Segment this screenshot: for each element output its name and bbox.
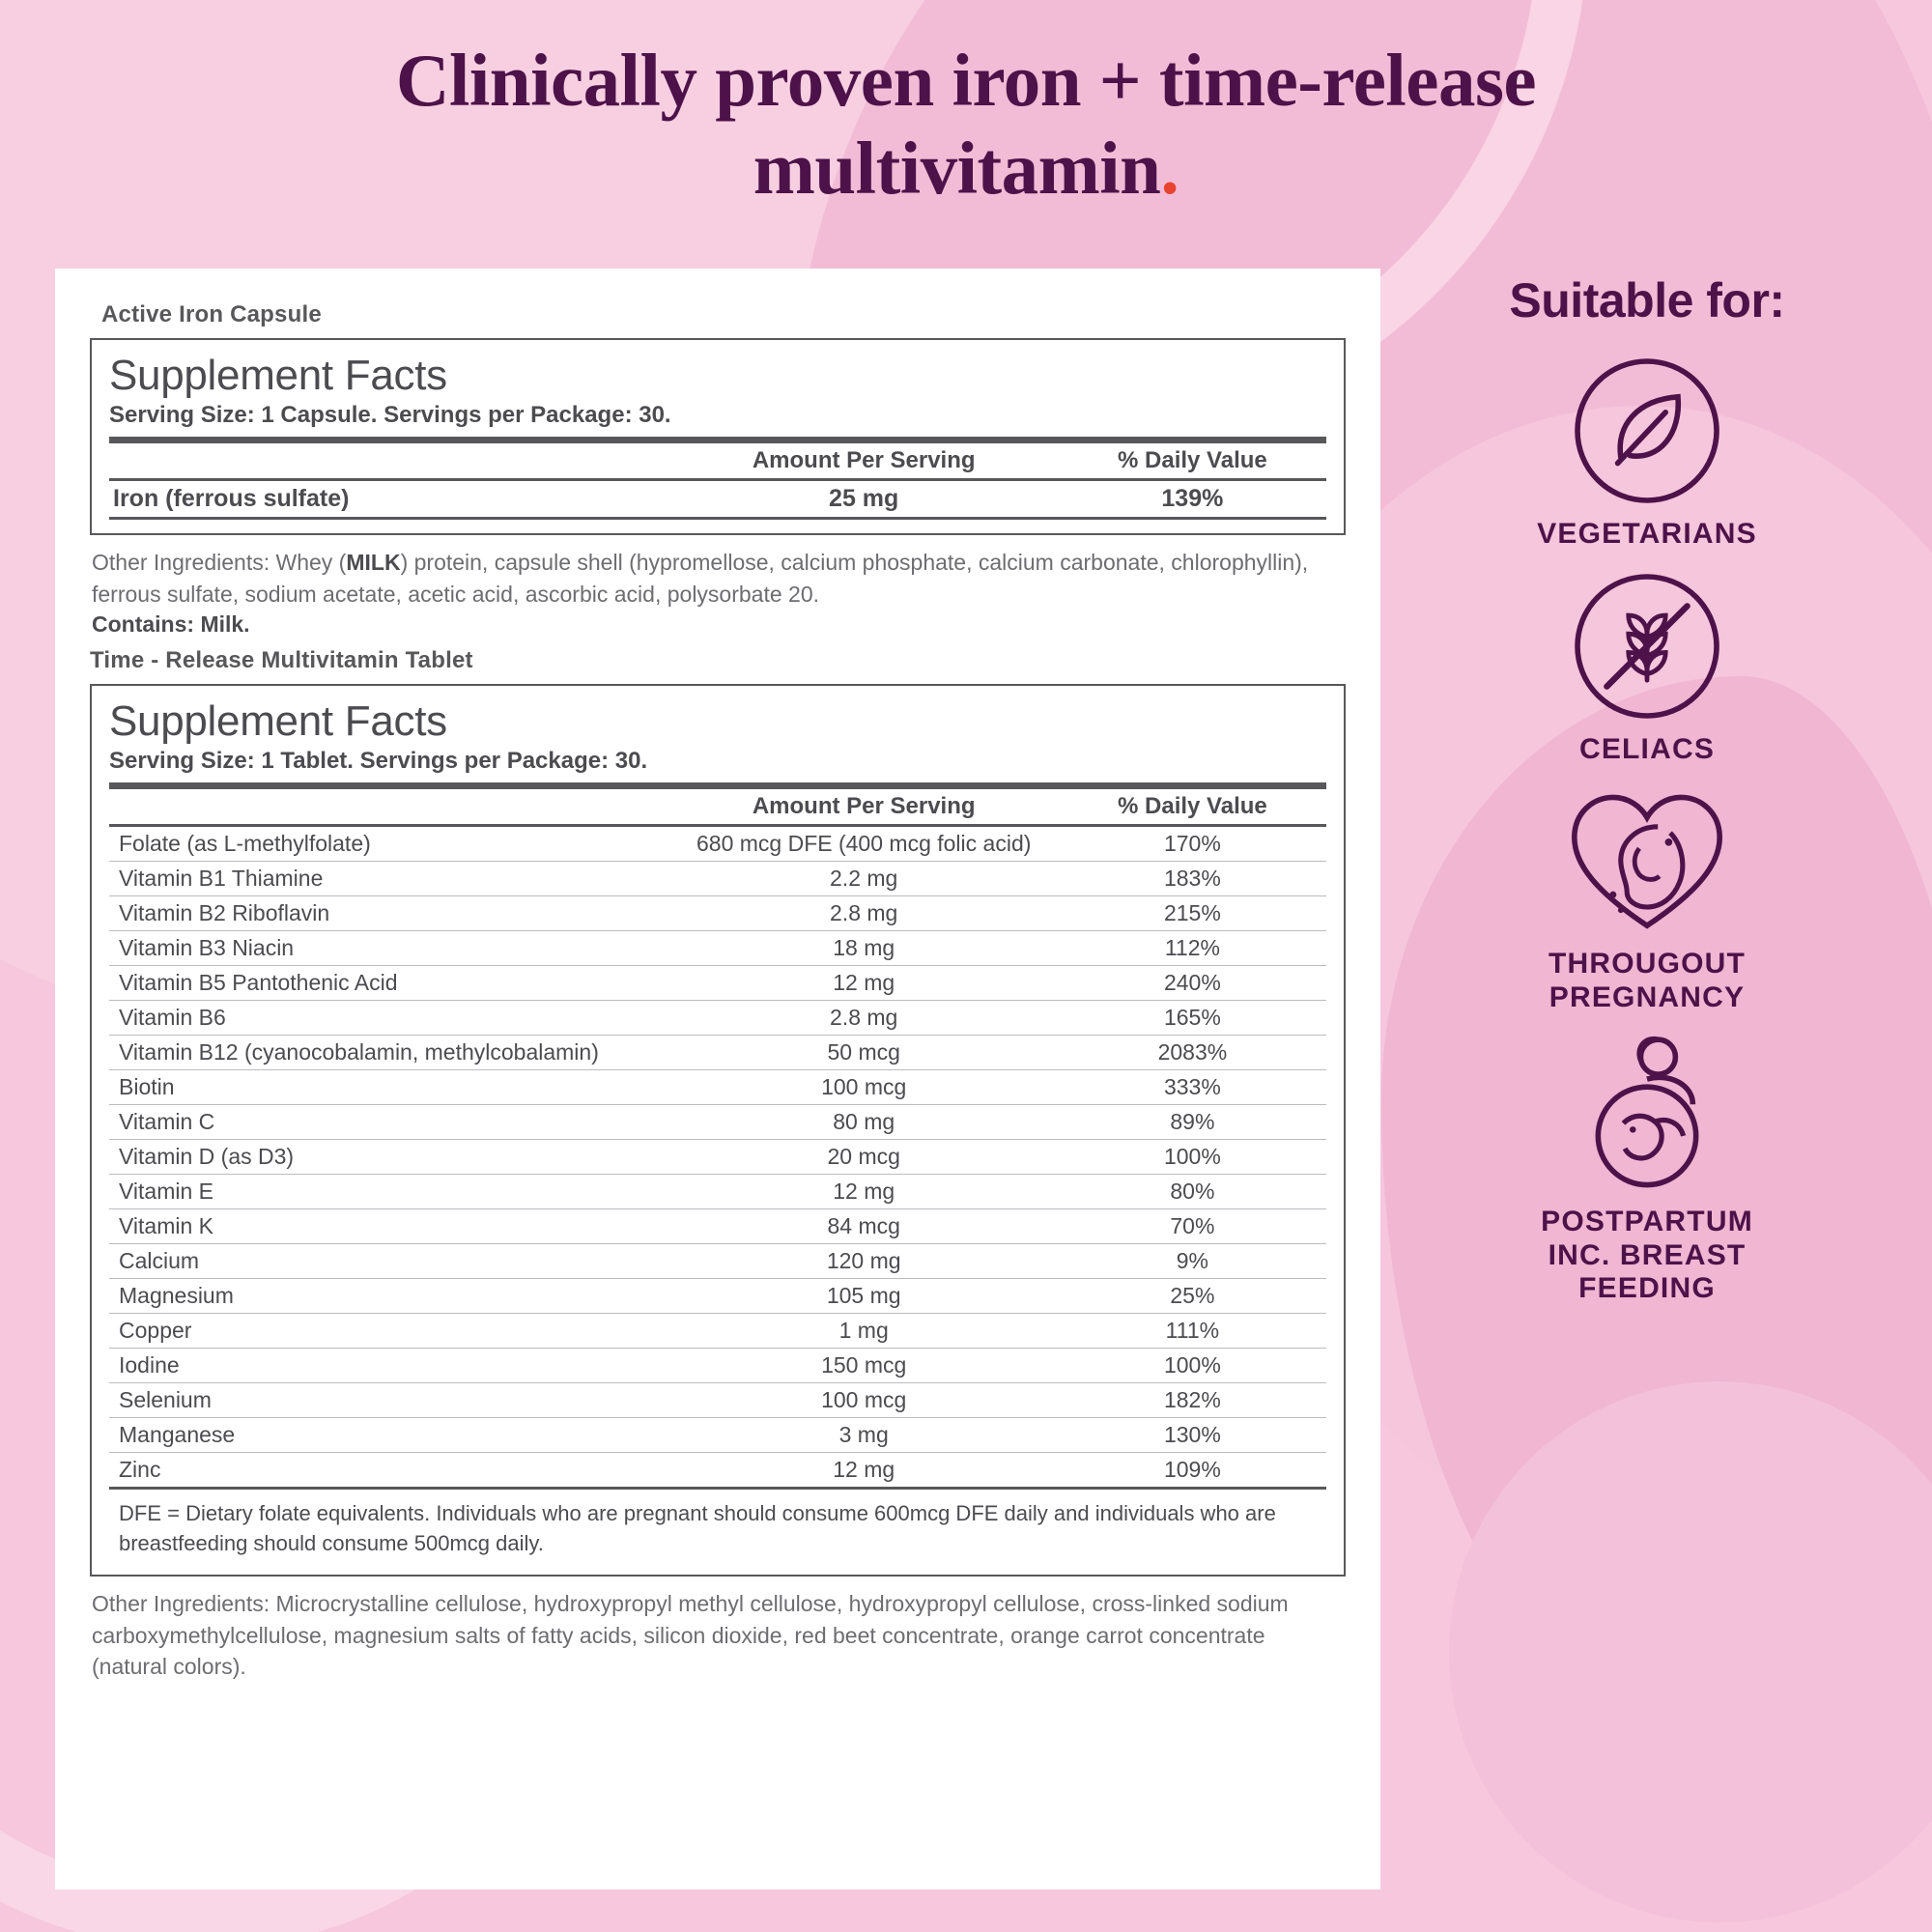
table-row	[109, 1349, 1326, 1383]
capsule-contains-statement: Contains: Milk.	[92, 611, 250, 638]
table-row	[109, 1453, 1326, 1488]
nutrient-name: Vitamin B12 (cyanocobalamin, methylcobalamin)	[109, 1036, 669, 1070]
other-ingredients-suffix: ) protein, capsule shell (hypromellose, calcium phosphate, calcium carbonate, chlorophyllin), ferrous sulfate, sodium acetate, acetic acid, ascorbic acid, polysorbate 20.	[92, 550, 1309, 607]
nutrient-name: Vitamin B3 Niacin	[109, 931, 669, 966]
nutrient-name: Biotin	[109, 1070, 669, 1105]
nutrient-daily-value: 9%	[1059, 1244, 1326, 1279]
capsule-product-label: Active Iron Capsule	[101, 301, 322, 327]
nutrient-amount: 100 mcg	[669, 1383, 1059, 1418]
table-row	[109, 1070, 1326, 1105]
nutrient-name: Vitamin B2 Riboflavin	[109, 896, 669, 931]
table-row	[109, 1314, 1326, 1349]
capsule-nutrient-table	[109, 481, 1326, 517]
nutrient-daily-value: 333%	[1059, 1070, 1326, 1105]
nutrient-amount: 18 mg	[669, 931, 1059, 966]
nutrient-daily-value: 240%	[1059, 966, 1326, 1001]
nutrient-daily-value: 109%	[1059, 1453, 1326, 1488]
nutrient-daily-value: 80%	[1059, 1175, 1326, 1209]
badge-label-vegetarians: VEGETARIANS	[1537, 518, 1757, 550]
nutrient-amount: 1 mg	[669, 1314, 1059, 1349]
nutrient-name: Vitamin B1 Thiamine	[109, 862, 669, 896]
suitable-for-title: Suitable for:	[1509, 273, 1785, 327]
divider	[109, 517, 1326, 520]
badge-label-pregnancy	[1420, 948, 1874, 1014]
headline-line-2	[0, 125, 1932, 213]
nutrient-name: Magnesium	[109, 1279, 669, 1314]
nutrient-amount: 80 mg	[669, 1105, 1059, 1140]
tablet-product-label: Time - Release Multivitamin Tablet	[90, 647, 473, 674]
nutrient-amount: 12 mg	[669, 1453, 1059, 1488]
nutrient-amount: 3 mg	[669, 1418, 1059, 1453]
table-row	[109, 1036, 1326, 1070]
pregnancy-heart-icon	[1420, 783, 1874, 938]
nutrient-daily-value: 70%	[1059, 1209, 1326, 1244]
gluten-free-icon	[1420, 569, 1874, 724]
column-header-daily-value: % Daily Value	[1118, 447, 1267, 473]
nutrient-daily-value: 182%	[1059, 1383, 1326, 1418]
headline-line-2-text: multivitamin	[753, 126, 1161, 210]
nutrient-daily-value: 112%	[1059, 931, 1326, 966]
capsule-facts-table	[109, 443, 1326, 478]
headline-line-1: Clinically proven iron + time-release	[395, 39, 1537, 122]
nutrient-name: Manganese	[109, 1418, 669, 1453]
nutrient-daily-value: 165%	[1059, 1001, 1326, 1036]
nutrient-name: Iodine	[109, 1349, 669, 1383]
nutrient-amount: 25 mg	[829, 485, 899, 512]
nutrient-daily-value: 130%	[1059, 1418, 1326, 1453]
nutrient-amount: 150 mcg	[669, 1349, 1059, 1383]
nutrient-amount: 50 mcg	[669, 1036, 1059, 1070]
nutrient-amount: 2.8 mg	[669, 896, 1059, 931]
table-row	[109, 827, 1326, 862]
table-row	[109, 1279, 1326, 1314]
table-header-row	[109, 789, 1326, 824]
nutrient-daily-value: 2083%	[1059, 1036, 1326, 1070]
nutrient-amount: 120 mg	[669, 1244, 1059, 1279]
table-row	[109, 1001, 1326, 1036]
table-row	[109, 931, 1326, 966]
badge-label-celiacs: CELIACS	[1578, 732, 1716, 765]
nutrient-daily-value: 183%	[1059, 862, 1326, 896]
nutrient-daily-value: 89%	[1059, 1105, 1326, 1140]
tablet-facts-box	[90, 684, 1346, 1577]
table-row	[109, 1175, 1326, 1209]
nutrient-name: Copper	[109, 1314, 669, 1349]
nutrient-name: Vitamin B5 Pantothenic Acid	[109, 966, 669, 1001]
badge-label-line: PREGNANCY	[1548, 980, 1746, 1013]
nutrient-name: Vitamin K	[109, 1209, 669, 1244]
nutrient-amount: 20 mcg	[669, 1140, 1059, 1175]
table-row	[109, 1418, 1326, 1453]
nutrient-name: Vitamin E	[109, 1175, 669, 1209]
nutrient-name: Folate (as L-methylfolate)	[119, 831, 371, 857]
nutrient-daily-value: 170%	[1163, 831, 1221, 857]
nutrient-name: Vitamin B6	[109, 1001, 669, 1036]
table-row	[109, 481, 1326, 517]
headline-period: .	[1160, 126, 1179, 210]
column-header-amount: Amount Per Serving	[752, 447, 976, 473]
nutrient-amount: 2.2 mg	[669, 862, 1059, 896]
nutrient-amount: 2.8 mg	[669, 1001, 1059, 1036]
nutrient-amount: 100 mcg	[669, 1070, 1059, 1105]
capsule-facts-box	[90, 338, 1346, 535]
nutrient-daily-value: 111%	[1059, 1314, 1326, 1349]
tablet-nutrient-table	[109, 827, 1326, 1487]
page-title	[0, 37, 1932, 213]
table-row	[109, 862, 1326, 896]
column-header-amount: Amount Per Serving	[752, 793, 976, 820]
table-row	[109, 1244, 1326, 1279]
supplement-facts-panel	[55, 269, 1380, 1889]
nutrient-name: Calcium	[109, 1244, 669, 1279]
table-row	[109, 896, 1326, 931]
badge-label-postpartum	[1420, 1206, 1874, 1306]
other-ingredients-prefix: Other Ingredients: Whey (	[92, 550, 347, 575]
table-row	[109, 1209, 1326, 1244]
nutrient-name: Zinc	[109, 1453, 669, 1488]
nutrient-amount: 680 mcg DFE (400 mcg folic acid)	[696, 831, 1032, 857]
nutrient-name: Vitamin C	[109, 1105, 669, 1140]
allergen-milk: MILK	[346, 550, 401, 575]
badge-label-line: INC. BREAST	[1548, 1238, 1747, 1271]
tablet-other-ingredients: Other Ingredients: Microcrystalline cellulose, hydroxypropyl methyl cellulose, hydroxypropyl cellulose, cross-linked sodium carboxymethylcellulose, magnesium salts of fatty acids, silicon dioxide, red beet concentrate, orange carrot concentrate (natural colors).	[92, 1590, 1289, 1680]
tablet-footnote: DFE = Dietary folate equivalents. Individuals who are pregnant should consume 600mcg DFE daily and individuals who are breastfeeding should consume 500mcg daily.	[119, 1501, 1276, 1556]
table-header-row	[109, 443, 1326, 478]
table-row	[109, 1105, 1326, 1140]
nutrient-amount: 12 mg	[669, 1175, 1059, 1209]
leaf-icon	[1420, 354, 1874, 508]
divider	[109, 437, 1326, 443]
nutrient-daily-value: 100%	[1059, 1349, 1326, 1383]
nutrient-daily-value: 100%	[1059, 1140, 1326, 1175]
tablet-serving-size: Serving Size: 1 Tablet. Servings per Package: 30.	[109, 748, 648, 775]
suitable-badge-pregnancy	[1420, 783, 1874, 1014]
nutrient-amount: 84 mcg	[669, 1209, 1059, 1244]
column-header-daily-value: % Daily Value	[1118, 793, 1267, 820]
suitable-badge-postpartum	[1420, 1032, 1874, 1306]
tablet-facts-header-table	[109, 789, 1326, 824]
capsule-other-ingredients	[92, 547, 1344, 610]
badge-label-line: THROUGOUT	[1548, 948, 1747, 980]
suitable-badge-vegetarians	[1420, 354, 1874, 552]
suitable-badge-celiacs	[1420, 569, 1874, 767]
nutrient-daily-value: 25%	[1059, 1279, 1326, 1314]
divider	[109, 782, 1326, 789]
capsule-serving-size: Serving Size: 1 Capsule. Servings per Package: 30.	[109, 402, 671, 428]
suitable-for-section	[1420, 272, 1874, 1323]
table-row	[109, 1383, 1326, 1418]
nutrient-name: Selenium	[109, 1383, 669, 1418]
badge-label-line: POSTPARTUM	[1541, 1206, 1753, 1237]
nutrient-name: Vitamin D (as D3)	[109, 1140, 669, 1175]
breastfeeding-icon	[1420, 1032, 1874, 1196]
capsule-facts-title: Supplement Facts	[109, 352, 447, 399]
table-row	[109, 966, 1326, 1001]
badge-label-line: FEEDING	[1578, 1272, 1716, 1304]
table-row	[109, 1140, 1326, 1175]
nutrient-name: Iron (ferrous sulfate)	[113, 485, 350, 512]
nutrient-daily-value: 139%	[1161, 485, 1224, 512]
nutrient-amount: 12 mg	[669, 966, 1059, 1001]
nutrient-daily-value: 215%	[1059, 896, 1326, 931]
tablet-facts-title: Supplement Facts	[109, 697, 447, 746]
nutrient-amount: 105 mg	[669, 1279, 1059, 1314]
